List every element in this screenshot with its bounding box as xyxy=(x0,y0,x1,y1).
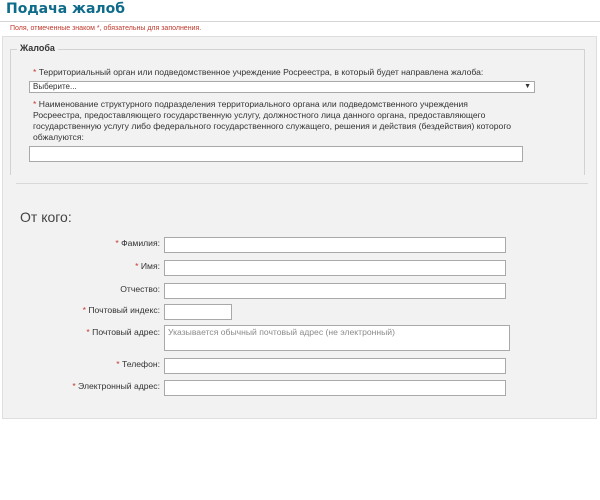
authority-select[interactable] xyxy=(29,81,535,93)
postal-address-placeholder: Указывается обычный почтовый адрес (не электронный) xyxy=(168,327,395,337)
surname-label xyxy=(115,238,160,248)
subject-label-line3: государственную услугу либо федерального государственного служащего, решения и действия (бездействия) которого xyxy=(33,121,512,131)
required-mark: * xyxy=(135,261,139,271)
postal-address-textarea[interactable] xyxy=(164,325,510,351)
name-label-text: Имя: xyxy=(138,261,160,271)
subject-input[interactable] xyxy=(29,146,523,162)
phone-label xyxy=(116,359,160,369)
subject-label-line2: Росреестра, предоставляющего государственную услугу, должностного лица данного органа, предоставляющего xyxy=(33,110,486,120)
postal-code-label-text: Почтовый индекс: xyxy=(85,305,160,315)
required-mark: * xyxy=(33,99,37,109)
postal-code-input[interactable] xyxy=(164,304,232,320)
authority-label-text: Территориальный орган или подведомственное учреждение Росреестра, в который будет направлена жалоба: xyxy=(36,67,484,77)
required-mark: * xyxy=(72,381,76,391)
complaint-legend: Жалоба xyxy=(17,43,58,53)
required-mark: * xyxy=(116,359,120,369)
phone-input[interactable] xyxy=(164,358,506,374)
email-label xyxy=(72,381,160,391)
patronymic-label: Отчество: xyxy=(120,284,160,294)
section-divider xyxy=(16,183,588,184)
page-title: Подача жалоб xyxy=(6,1,126,17)
from-section-title: От кого: xyxy=(20,209,72,225)
postal-address-label xyxy=(86,327,160,337)
postal-code-label xyxy=(83,305,160,315)
name-input[interactable] xyxy=(164,260,506,276)
patronymic-input[interactable] xyxy=(164,283,506,299)
required-mark: * xyxy=(33,67,37,77)
header-divider xyxy=(0,21,600,22)
authority-label xyxy=(33,67,483,78)
chevron-down-icon: ▼ xyxy=(524,83,531,90)
subject-label-line4: обжалуются: xyxy=(33,132,84,142)
authority-select-value: Выберите... xyxy=(33,82,77,91)
required-mark: * xyxy=(86,327,90,337)
required-mark: * xyxy=(82,305,86,315)
subject-label-line1-text: Наименование структурного подразделения территориального органа или подведомственного учреждения xyxy=(36,99,468,109)
required-fields-note: Поля, отмеченные знаком *, обязательны для заполнения. xyxy=(10,25,202,32)
name-label xyxy=(135,261,160,271)
email-input[interactable] xyxy=(164,380,506,396)
surname-label-text: Фамилия: xyxy=(118,238,160,248)
email-label-text: Электронный адрес: xyxy=(75,381,160,391)
postal-address-label-text: Почтовый адрес: xyxy=(89,327,160,337)
required-mark: * xyxy=(115,238,119,248)
surname-input[interactable] xyxy=(164,237,506,253)
phone-label-text: Телефон: xyxy=(119,359,160,369)
subject-label-line1 xyxy=(33,99,468,110)
